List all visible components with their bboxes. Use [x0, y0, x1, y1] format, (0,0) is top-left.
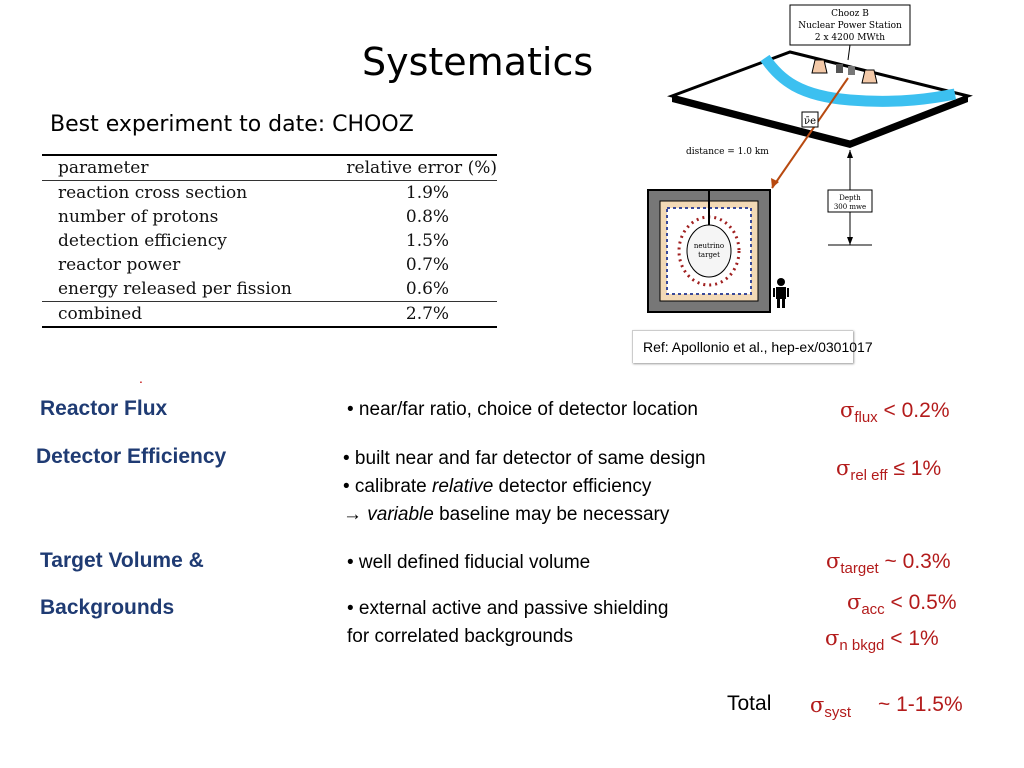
- slide-subtitle: Best experiment to date: CHOOZ: [50, 112, 414, 137]
- table-cell-error: 2.7%: [405, 304, 450, 324]
- reactor-flux-bullet: • near/far ratio, choice of detector location: [347, 399, 698, 420]
- sigma-syst-value: ~ 1-1.5%: [878, 693, 963, 716]
- sigma-subscript: target: [840, 560, 879, 578]
- detector-efficiency-bullets: [343, 445, 706, 529]
- sigma-subscript: rel eff: [850, 467, 888, 485]
- table-cell-parameter: energy released per fission: [58, 279, 292, 299]
- sigma-symbol: σ: [825, 626, 840, 650]
- systematics-table: [42, 154, 497, 328]
- backgrounds-bullets: [347, 595, 668, 651]
- sigma-subscript: acc: [861, 601, 885, 619]
- depth-label: Depth: [839, 194, 861, 202]
- stray-dot: .: [139, 370, 143, 386]
- total-label: Total: [727, 692, 772, 715]
- target-volume-heading: Target Volume &: [40, 549, 204, 572]
- table-cell-error: 0.6%: [405, 279, 450, 299]
- sigma-value: < 0.5%: [884, 591, 957, 614]
- person-scale-icon: [773, 278, 789, 308]
- sigma-symbol: σ: [810, 693, 825, 717]
- table-row: [42, 229, 497, 253]
- bullet-line: • external active and passive shielding: [347, 598, 669, 619]
- station-label: Chooz B: [831, 9, 869, 19]
- reactor-building-icon: [848, 66, 855, 75]
- table-row: [42, 253, 497, 277]
- table-cell-error: 1.5%: [405, 231, 450, 251]
- table-cell-parameter: number of protons: [58, 207, 219, 227]
- table-cell-parameter: combined: [58, 304, 143, 324]
- nu-label: ν̄e: [804, 116, 816, 127]
- chooz-detector-diagram: [640, 0, 980, 330]
- station-pointer: [848, 45, 850, 60]
- sigma-rel-eff: [836, 456, 941, 484]
- sigma-target: [826, 549, 951, 577]
- sigma-symbol: σ: [840, 398, 855, 422]
- table-cell-error: 0.8%: [405, 207, 450, 227]
- backgrounds-heading: Backgrounds: [40, 596, 175, 619]
- sigma-subscript: flux: [854, 409, 878, 427]
- station-label: 2 x 4200 MWth: [814, 33, 886, 43]
- arrow-head-icon: [847, 150, 853, 158]
- table-row: [42, 181, 497, 205]
- bullet-line: → variable baseline may be necessary: [343, 504, 670, 525]
- table-cell-parameter: reaction cross section: [58, 183, 248, 203]
- sigma-value: < 0.2%: [877, 399, 950, 422]
- sigma-value: < 1%: [884, 627, 939, 650]
- arrow-right-icon: →: [343, 504, 368, 525]
- arrow-head-icon: [847, 237, 853, 245]
- sigma-syst: [810, 693, 851, 721]
- table-cell-parameter: detection efficiency: [58, 231, 227, 251]
- table-cell-error: 1.9%: [405, 183, 450, 203]
- cooling-tower-icon: [812, 60, 827, 73]
- table-header-parameter: parameter: [58, 158, 149, 178]
- sigma-n-bkgd: [825, 626, 939, 654]
- table-header-row: [42, 156, 497, 180]
- sigma-subscript: n bkgd: [839, 637, 885, 655]
- table-row: [42, 205, 497, 229]
- reactor-building-icon: [836, 64, 843, 73]
- target-label: target: [698, 251, 720, 259]
- sigma-flux: [840, 398, 950, 426]
- bullet-line: • calibrate relative detector efficiency: [343, 476, 652, 497]
- sigma-value: ~ 0.3%: [878, 550, 951, 573]
- sigma-value: ≤ 1%: [887, 457, 942, 480]
- reactor-flux-heading: Reactor Flux: [40, 397, 168, 420]
- reference-caption: Ref: Apollonio et al., hep-ex/0301017: [632, 330, 853, 363]
- table-combined-row: [42, 302, 497, 326]
- table-row: [42, 277, 497, 301]
- sigma-symbol: σ: [836, 456, 851, 480]
- table-header-error: relative error (%): [346, 158, 497, 178]
- sigma-symbol: σ: [847, 590, 862, 614]
- table-cell-error: 0.7%: [405, 255, 450, 275]
- slide-title: Systematics: [362, 40, 594, 84]
- target-volume-bullet: • well defined fiducial volume: [347, 552, 591, 573]
- bullet-line: for correlated backgrounds: [347, 626, 574, 647]
- table-cell-parameter: reactor power: [58, 255, 181, 275]
- detector-efficiency-heading: Detector Efficiency: [36, 445, 227, 468]
- depth-label: 300 mwe: [833, 203, 867, 211]
- station-label: Nuclear Power Station: [798, 21, 902, 31]
- table-bottom-rule: [42, 326, 497, 328]
- distance-label: distance = 1.0 km: [686, 147, 769, 157]
- bullet-line: • built near and far detector of same design: [343, 448, 706, 469]
- sigma-acc: [847, 590, 957, 618]
- sigma-subscript: syst: [824, 704, 852, 722]
- target-label: neutrino: [693, 242, 725, 250]
- sigma-symbol: σ: [826, 549, 841, 573]
- cooling-tower-icon: [862, 70, 877, 83]
